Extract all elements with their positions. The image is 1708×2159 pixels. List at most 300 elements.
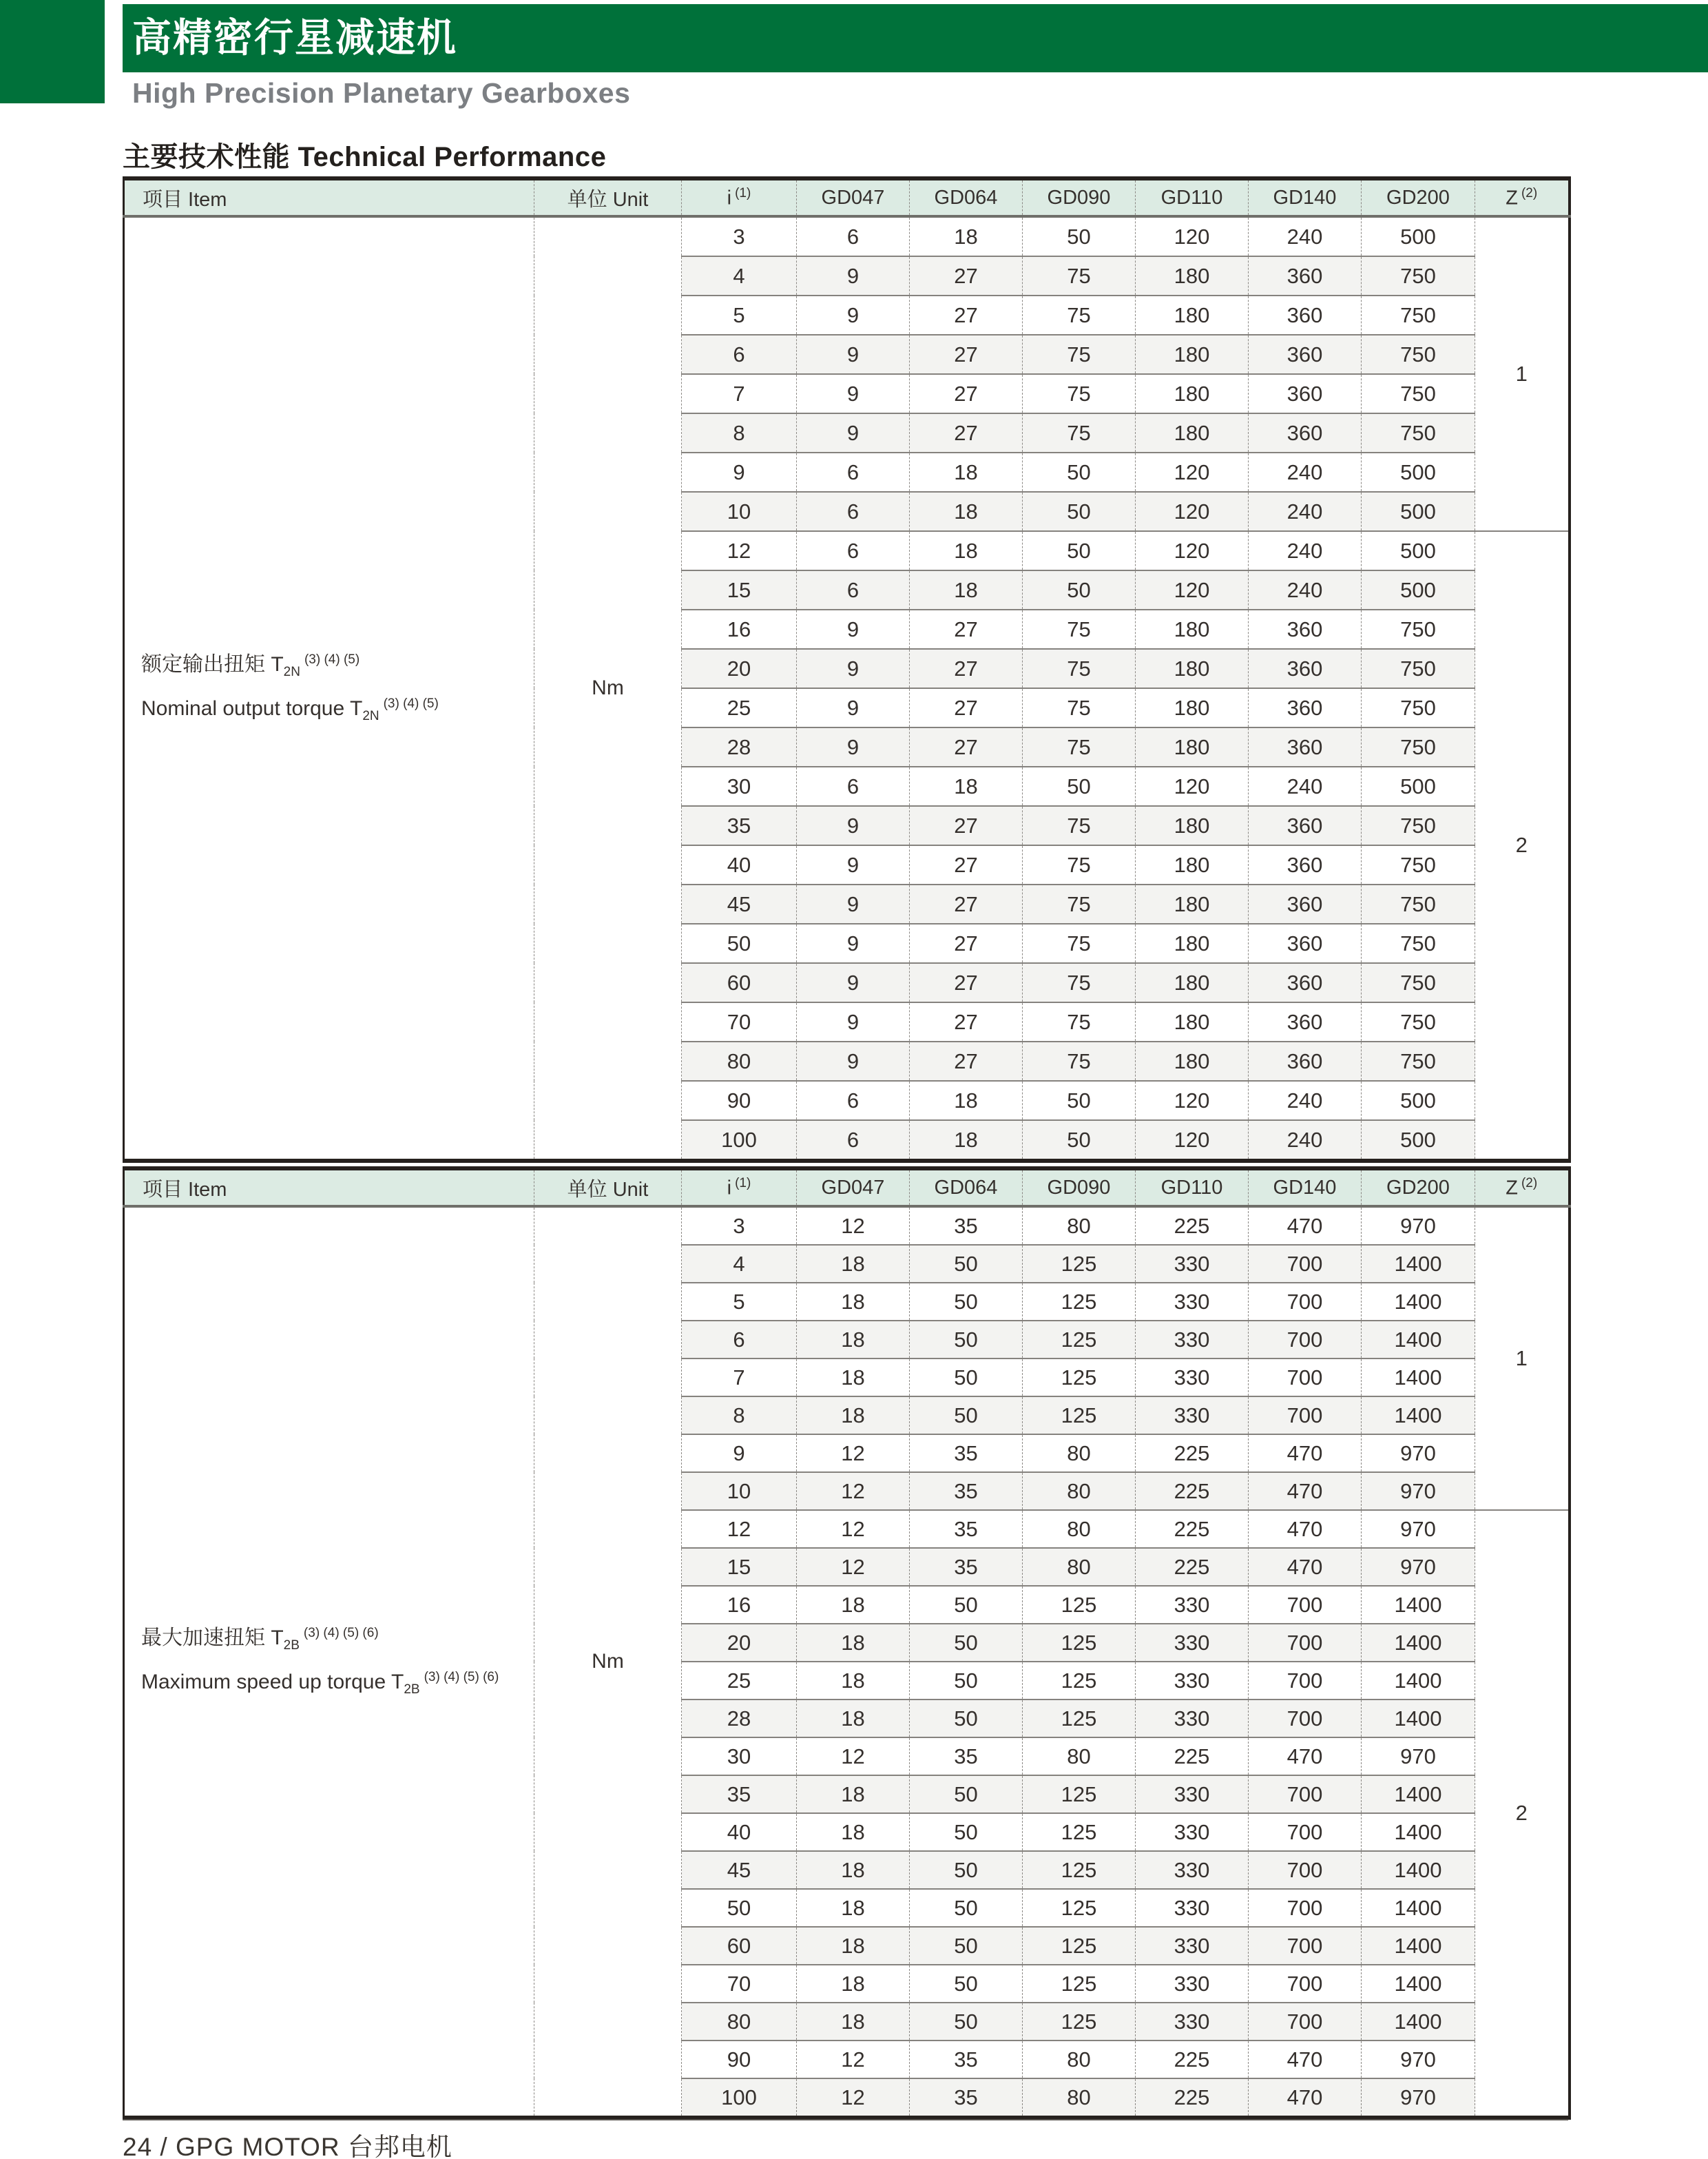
torque-value-cell: 27 — [910, 688, 1023, 727]
col-header-gd064: GD064 — [910, 178, 1023, 216]
torque-value-cell: 360 — [1249, 806, 1362, 845]
torque-value-cell: 27 — [910, 806, 1023, 845]
torque-value-cell: 50 — [1023, 767, 1136, 806]
torque-value-cell: 50 — [910, 1283, 1023, 1321]
ratio-value-cell: 40 — [682, 1813, 797, 1851]
torque-value-cell: 125 — [1023, 1927, 1136, 1965]
torque-value-cell: 700 — [1249, 1624, 1362, 1662]
torque-value-cell: 750 — [1362, 256, 1475, 296]
torque-value-cell: 470 — [1249, 2078, 1362, 2118]
page-subtitle: High Precision Planetary Gearboxes — [132, 77, 631, 109]
torque-value-cell: 27 — [910, 924, 1023, 963]
torque-value-cell: 9 — [797, 256, 910, 296]
torque-value-cell: 75 — [1023, 413, 1136, 453]
ratio-value-cell: 15 — [682, 570, 797, 610]
ratio-value-cell: 45 — [682, 885, 797, 924]
ratio-value-cell: 50 — [682, 1889, 797, 1927]
torque-value-cell: 35 — [910, 1206, 1023, 1245]
torque-value-cell: 240 — [1249, 531, 1362, 570]
torque-value-cell: 18 — [797, 1700, 910, 1737]
torque-value-cell: 750 — [1362, 335, 1475, 374]
torque-value-cell: 125 — [1023, 1775, 1136, 1813]
torque-value-cell: 240 — [1249, 570, 1362, 610]
torque-value-cell: 75 — [1023, 296, 1136, 335]
torque-value-cell: 700 — [1249, 1813, 1362, 1851]
torque-value-cell: 360 — [1249, 649, 1362, 688]
torque-value-cell: 27 — [910, 845, 1023, 885]
torque-value-cell: 240 — [1249, 453, 1362, 492]
torque-value-cell: 225 — [1136, 1510, 1249, 1548]
torque-value-cell: 50 — [910, 1586, 1023, 1624]
torque-value-cell: 180 — [1136, 649, 1249, 688]
torque-value-cell: 970 — [1362, 1472, 1475, 1510]
torque-value-cell: 750 — [1362, 296, 1475, 335]
torque-value-cell: 750 — [1362, 649, 1475, 688]
ratio-value-cell: 4 — [682, 256, 797, 296]
ratio-value-cell: 30 — [682, 1737, 797, 1775]
torque-value-cell: 700 — [1249, 1321, 1362, 1359]
ratio-value-cell: 8 — [682, 413, 797, 453]
torque-value-cell: 27 — [910, 727, 1023, 767]
col-header-unit: 单位 Unit — [534, 1168, 682, 1206]
item-label-zh: 最大加速扭矩 $T_{2B}^{(3) (4) (5) (6)}$ — [141, 1626, 379, 1653]
torque-value-cell: 50 — [910, 1359, 1023, 1396]
torque-value-cell: 9 — [797, 374, 910, 413]
ratio-value-cell: 5 — [682, 1283, 797, 1321]
torque-value-cell: 470 — [1249, 1206, 1362, 1245]
ratio-value-cell: 3 — [682, 216, 797, 256]
torque-value-cell: 35 — [910, 2078, 1023, 2118]
ratio-value-cell: 40 — [682, 845, 797, 885]
col-header-ratio — [682, 1168, 797, 1206]
table-body — [124, 216, 1570, 1161]
torque-value-cell: 330 — [1136, 1700, 1249, 1737]
torque-value-cell: 27 — [910, 374, 1023, 413]
torque-value-cell: 75 — [1023, 845, 1136, 885]
torque-value-cell: 35 — [910, 2041, 1023, 2078]
torque-value-cell: 27 — [910, 649, 1023, 688]
torque-value-cell: 225 — [1136, 2078, 1249, 2118]
torque-value-cell: 50 — [1023, 492, 1136, 531]
torque-value-cell: 27 — [910, 296, 1023, 335]
torque-value-cell: 27 — [910, 1002, 1023, 1042]
torque-value-cell: 18 — [910, 1081, 1023, 1120]
torque-value-cell: 360 — [1249, 727, 1362, 767]
torque-value-cell: 330 — [1136, 1775, 1249, 1813]
torque-value-cell: 12 — [797, 1434, 910, 1472]
ratio-value-cell: 6 — [682, 1321, 797, 1359]
torque-value-cell: 50 — [1023, 1081, 1136, 1120]
footer-divider — [123, 2119, 1568, 2120]
torque-value-cell: 225 — [1136, 1548, 1249, 1586]
torque-value-cell: 330 — [1136, 1283, 1249, 1321]
torque-value-cell: 500 — [1362, 492, 1475, 531]
torque-value-cell: 700 — [1249, 1851, 1362, 1889]
torque-value-cell: 750 — [1362, 885, 1475, 924]
torque-value-cell: 225 — [1136, 2041, 1249, 2078]
torque-value-cell: 180 — [1136, 885, 1249, 924]
col-header-z — [1475, 1168, 1570, 1206]
torque-value-cell: 360 — [1249, 924, 1362, 963]
torque-value-cell: 240 — [1249, 216, 1362, 256]
torque-value-cell: 27 — [910, 885, 1023, 924]
torque-value-cell: 75 — [1023, 963, 1136, 1002]
torque-value-cell: 50 — [910, 1245, 1023, 1283]
torque-value-cell: 35 — [910, 1472, 1023, 1510]
torque-value-cell: 180 — [1136, 256, 1249, 296]
ratio-value-cell: 35 — [682, 806, 797, 845]
torque-value-cell: 125 — [1023, 1813, 1136, 1851]
ratio-value-cell: 9 — [682, 453, 797, 492]
torque-value-cell: 120 — [1136, 1081, 1249, 1120]
torque-value-cell: 125 — [1023, 1700, 1136, 1737]
torque-value-cell: 700 — [1249, 1283, 1362, 1321]
torque-value-cell: 360 — [1249, 256, 1362, 296]
torque-value-cell: 360 — [1249, 335, 1362, 374]
page-title: 高精密行星减速机 — [132, 16, 457, 60]
ratio-value-cell: 90 — [682, 2041, 797, 2078]
col-header-gd090: GD090 — [1023, 1168, 1136, 1206]
torque-value-cell: 330 — [1136, 1245, 1249, 1283]
torque-value-cell: 75 — [1023, 374, 1136, 413]
torque-value-cell: 18 — [910, 1120, 1023, 1161]
left-green-strip — [0, 0, 105, 103]
torque-value-cell: 6 — [797, 216, 910, 256]
maximum-speedup-torque-table — [123, 1166, 1571, 2120]
torque-value-cell: 18 — [797, 2003, 910, 2041]
torque-value-cell: 750 — [1362, 688, 1475, 727]
ratio-value-cell: 10 — [682, 1472, 797, 1510]
col-header-z — [1475, 178, 1570, 216]
torque-value-cell: 970 — [1362, 2078, 1475, 2118]
torque-value-cell: 120 — [1136, 216, 1249, 256]
torque-value-cell: 1400 — [1362, 1927, 1475, 1965]
torque-value-cell: 50 — [1023, 570, 1136, 610]
torque-value-cell: 50 — [1023, 531, 1136, 570]
torque-value-cell: 80 — [1023, 1737, 1136, 1775]
torque-value-cell: 180 — [1136, 374, 1249, 413]
torque-value-cell: 1400 — [1362, 1396, 1475, 1434]
torque-value-cell: 18 — [797, 1283, 910, 1321]
torque-value-cell: 6 — [797, 1120, 910, 1161]
z-group-cell: 2 — [1475, 1510, 1570, 2118]
torque-value-cell: 330 — [1136, 1359, 1249, 1396]
z-symbol: Z — [1506, 1177, 1518, 1199]
ratio-value-cell: 5 — [682, 296, 797, 335]
torque-value-cell: 360 — [1249, 885, 1362, 924]
ratio-value-cell: 35 — [682, 1775, 797, 1813]
torque-value-cell: 180 — [1136, 727, 1249, 767]
torque-value-cell: 6 — [797, 767, 910, 806]
torque-value-cell: 18 — [797, 1586, 910, 1624]
torque-value-cell: 1400 — [1362, 1775, 1475, 1813]
torque-value-cell: 1400 — [1362, 1662, 1475, 1700]
torque-value-cell: 700 — [1249, 1889, 1362, 1927]
nominal-output-torque-table — [123, 176, 1571, 1163]
torque-value-cell: 12 — [797, 1510, 910, 1548]
torque-value-cell: 9 — [797, 924, 910, 963]
torque-value-cell: 50 — [910, 1851, 1023, 1889]
ratio-value-cell: 4 — [682, 1245, 797, 1283]
torque-value-cell: 50 — [910, 1775, 1023, 1813]
torque-value-cell: 12 — [797, 1548, 910, 1586]
ratio-value-cell: 30 — [682, 767, 797, 806]
torque-value-cell: 125 — [1023, 1889, 1136, 1927]
header-row — [124, 178, 1570, 216]
ratio-value-cell: 8 — [682, 1396, 797, 1434]
torque-value-cell: 75 — [1023, 1002, 1136, 1042]
torque-value-cell: 18 — [910, 767, 1023, 806]
ratio-value-cell: 16 — [682, 610, 797, 649]
torque-value-cell: 125 — [1023, 1662, 1136, 1700]
ratio-footnote: (1) — [735, 1175, 751, 1190]
torque-value-cell: 180 — [1136, 1042, 1249, 1081]
torque-value-cell: 240 — [1249, 1120, 1362, 1161]
torque-value-cell: 225 — [1136, 1206, 1249, 1245]
torque-value-cell: 18 — [910, 531, 1023, 570]
col-header-gd110: GD110 — [1136, 1168, 1249, 1206]
torque-value-cell: 240 — [1249, 767, 1362, 806]
ratio-value-cell: 7 — [682, 374, 797, 413]
torque-value-cell: 125 — [1023, 1283, 1136, 1321]
col-header-gd090: GD090 — [1023, 178, 1136, 216]
torque-value-cell: 1400 — [1362, 1245, 1475, 1283]
torque-value-cell: 180 — [1136, 963, 1249, 1002]
unit-value: Nm — [534, 1206, 682, 2118]
torque-value-cell: 50 — [910, 1624, 1023, 1662]
torque-value-cell: 12 — [797, 1472, 910, 1510]
torque-value-cell: 470 — [1249, 1510, 1362, 1548]
torque-value-cell: 1400 — [1362, 1321, 1475, 1359]
torque-value-cell: 18 — [910, 492, 1023, 531]
torque-value-cell: 18 — [797, 1359, 910, 1396]
torque-value-cell: 750 — [1362, 727, 1475, 767]
torque-value-cell: 80 — [1023, 1434, 1136, 1472]
torque-value-cell: 970 — [1362, 1548, 1475, 1586]
torque-value-cell: 180 — [1136, 335, 1249, 374]
torque-value-cell: 9 — [797, 335, 910, 374]
ratio-value-cell: 25 — [682, 688, 797, 727]
torque-value-cell: 9 — [797, 296, 910, 335]
torque-value-cell: 225 — [1136, 1434, 1249, 1472]
torque-value-cell: 9 — [797, 885, 910, 924]
ratio-value-cell: 10 — [682, 492, 797, 531]
torque-value-cell: 500 — [1362, 570, 1475, 610]
torque-value-cell: 75 — [1023, 885, 1136, 924]
ratio-value-cell: 90 — [682, 1081, 797, 1120]
ratio-value-cell: 28 — [682, 727, 797, 767]
torque-value-cell: 75 — [1023, 806, 1136, 845]
ratio-value-cell: 7 — [682, 1359, 797, 1396]
ratio-value-cell: 60 — [682, 963, 797, 1002]
torque-value-cell: 1400 — [1362, 1283, 1475, 1321]
torque-value-cell: 1400 — [1362, 2003, 1475, 2041]
torque-value-cell: 80 — [1023, 1510, 1136, 1548]
torque-value-cell: 18 — [910, 570, 1023, 610]
torque-value-cell: 180 — [1136, 610, 1249, 649]
torque-value-cell: 18 — [797, 1662, 910, 1700]
torque-value-cell: 120 — [1136, 531, 1249, 570]
torque-value-cell: 180 — [1136, 924, 1249, 963]
torque-value-cell: 35 — [910, 1434, 1023, 1472]
torque-value-cell: 18 — [797, 1851, 910, 1889]
torque-value-cell: 750 — [1362, 924, 1475, 963]
torque-value-cell: 750 — [1362, 610, 1475, 649]
table-row-i-3 — [124, 1206, 1570, 1245]
torque-value-cell: 27 — [910, 413, 1023, 453]
torque-value-cell: 9 — [797, 1042, 910, 1081]
torque-value-cell: 180 — [1136, 845, 1249, 885]
torque-value-cell: 330 — [1136, 1624, 1249, 1662]
torque-value-cell: 180 — [1136, 1002, 1249, 1042]
torque-value-cell: 125 — [1023, 1359, 1136, 1396]
torque-value-cell: 970 — [1362, 1434, 1475, 1472]
torque-value-cell: 360 — [1249, 963, 1362, 1002]
ratio-footnote: (1) — [735, 185, 751, 200]
torque-value-cell: 18 — [910, 216, 1023, 256]
torque-value-cell: 240 — [1249, 1081, 1362, 1120]
torque-value-cell: 50 — [910, 1927, 1023, 1965]
torque-value-cell: 120 — [1136, 767, 1249, 806]
torque-value-cell: 18 — [797, 1813, 910, 1851]
ratio-value-cell: 12 — [682, 1510, 797, 1548]
torque-value-cell: 125 — [1023, 1965, 1136, 2003]
torque-value-cell: 330 — [1136, 1586, 1249, 1624]
torque-value-cell: 1400 — [1362, 1889, 1475, 1927]
torque-value-cell: 18 — [797, 1624, 910, 1662]
col-header-gd047: GD047 — [797, 1168, 910, 1206]
page-footer: 24 / GPG MOTOR 台邦电机 — [123, 2133, 452, 2159]
ratio-value-cell: 20 — [682, 1624, 797, 1662]
torque-value-cell: 330 — [1136, 1965, 1249, 2003]
torque-value-cell: 80 — [1023, 1548, 1136, 1586]
torque-value-cell: 1400 — [1362, 1586, 1475, 1624]
torque-value-cell: 120 — [1136, 570, 1249, 610]
col-header-gd200: GD200 — [1362, 1168, 1475, 1206]
z-footnote: (2) — [1521, 185, 1538, 200]
z-group-cell: 2 — [1475, 531, 1570, 1161]
torque-value-cell: 470 — [1249, 2041, 1362, 2078]
torque-value-cell: 12 — [797, 1737, 910, 1775]
ratio-value-cell: 70 — [682, 1002, 797, 1042]
torque-value-cell: 700 — [1249, 1965, 1362, 2003]
torque-value-cell: 360 — [1249, 688, 1362, 727]
torque-value-cell: 330 — [1136, 1851, 1249, 1889]
ratio-value-cell: 80 — [682, 1042, 797, 1081]
torque-value-cell: 6 — [797, 531, 910, 570]
torque-value-cell: 500 — [1362, 767, 1475, 806]
torque-value-cell: 120 — [1136, 492, 1249, 531]
header-row — [124, 1168, 1570, 1206]
torque-value-cell: 50 — [910, 1889, 1023, 1927]
torque-value-cell: 750 — [1362, 413, 1475, 453]
col-header-item: 项目 Item — [124, 1168, 534, 1206]
torque-value-cell: 500 — [1362, 216, 1475, 256]
torque-value-cell: 500 — [1362, 1081, 1475, 1120]
ratio-value-cell: 45 — [682, 1851, 797, 1889]
torque-value-cell: 700 — [1249, 1245, 1362, 1283]
torque-value-cell: 470 — [1249, 1434, 1362, 1472]
torque-value-cell: 470 — [1249, 1737, 1362, 1775]
col-header-gd140: GD140 — [1249, 178, 1362, 216]
ratio-value-cell: 50 — [682, 924, 797, 963]
torque-value-cell: 50 — [1023, 453, 1136, 492]
torque-value-cell: 700 — [1249, 1662, 1362, 1700]
col-header-gd047: GD047 — [797, 178, 910, 216]
torque-value-cell: 360 — [1249, 374, 1362, 413]
torque-value-cell: 9 — [797, 727, 910, 767]
torque-value-cell: 75 — [1023, 688, 1136, 727]
torque-value-cell: 1400 — [1362, 1965, 1475, 2003]
torque-value-cell: 27 — [910, 335, 1023, 374]
torque-value-cell: 50 — [910, 2003, 1023, 2041]
torque-value-cell: 225 — [1136, 1737, 1249, 1775]
torque-value-cell: 50 — [1023, 216, 1136, 256]
ratio-value-cell: 28 — [682, 1700, 797, 1737]
torque-value-cell: 80 — [1023, 2078, 1136, 2118]
torque-value-cell: 12 — [797, 2041, 910, 2078]
torque-value-cell: 500 — [1362, 1120, 1475, 1161]
item-label-cell — [124, 216, 534, 1161]
torque-value-cell: 50 — [910, 1396, 1023, 1434]
torque-value-cell: 27 — [910, 256, 1023, 296]
torque-value-cell: 330 — [1136, 2003, 1249, 2041]
torque-value-cell: 50 — [910, 1321, 1023, 1359]
z-footnote: (2) — [1521, 1175, 1538, 1190]
torque-value-cell: 750 — [1362, 374, 1475, 413]
torque-value-cell: 9 — [797, 806, 910, 845]
torque-value-cell: 35 — [910, 1510, 1023, 1548]
torque-value-cell: 330 — [1136, 1662, 1249, 1700]
ratio-value-cell: 9 — [682, 1434, 797, 1472]
torque-value-cell: 75 — [1023, 649, 1136, 688]
torque-value-cell: 470 — [1249, 1472, 1362, 1510]
torque-value-cell: 27 — [910, 1042, 1023, 1081]
torque-value-cell: 360 — [1249, 413, 1362, 453]
torque-value-cell: 75 — [1023, 727, 1136, 767]
torque-value-cell: 6 — [797, 570, 910, 610]
col-header-gd140: GD140 — [1249, 1168, 1362, 1206]
ratio-value-cell: 25 — [682, 1662, 797, 1700]
torque-value-cell: 9 — [797, 1002, 910, 1042]
torque-value-cell: 9 — [797, 413, 910, 453]
torque-value-cell: 750 — [1362, 845, 1475, 885]
torque-value-cell: 330 — [1136, 1927, 1249, 1965]
col-header-unit: 单位 Unit — [534, 178, 682, 216]
ratio-value-cell: 20 — [682, 649, 797, 688]
section-title: 主要技术性能 Technical Performance — [123, 142, 607, 172]
ratio-value-cell: 15 — [682, 1548, 797, 1586]
torque-value-cell: 180 — [1136, 296, 1249, 335]
torque-value-cell: 120 — [1136, 453, 1249, 492]
torque-value-cell: 1400 — [1362, 1851, 1475, 1889]
torque-value-cell: 1400 — [1362, 1359, 1475, 1396]
torque-value-cell: 50 — [910, 1813, 1023, 1851]
col-header-ratio — [682, 178, 797, 216]
torque-value-cell: 6 — [797, 492, 910, 531]
ratio-value-cell: 100 — [682, 2078, 797, 2118]
torque-value-cell: 50 — [1023, 1120, 1136, 1161]
unit-value: Nm — [534, 216, 682, 1161]
torque-value-cell: 18 — [797, 1927, 910, 1965]
torque-value-cell: 700 — [1249, 2003, 1362, 2041]
torque-value-cell: 360 — [1249, 610, 1362, 649]
torque-value-cell: 120 — [1136, 1120, 1249, 1161]
torque-value-cell: 80 — [1023, 1472, 1136, 1510]
torque-value-cell: 1400 — [1362, 1813, 1475, 1851]
col-header-gd200: GD200 — [1362, 178, 1475, 216]
torque-value-cell: 360 — [1249, 1042, 1362, 1081]
